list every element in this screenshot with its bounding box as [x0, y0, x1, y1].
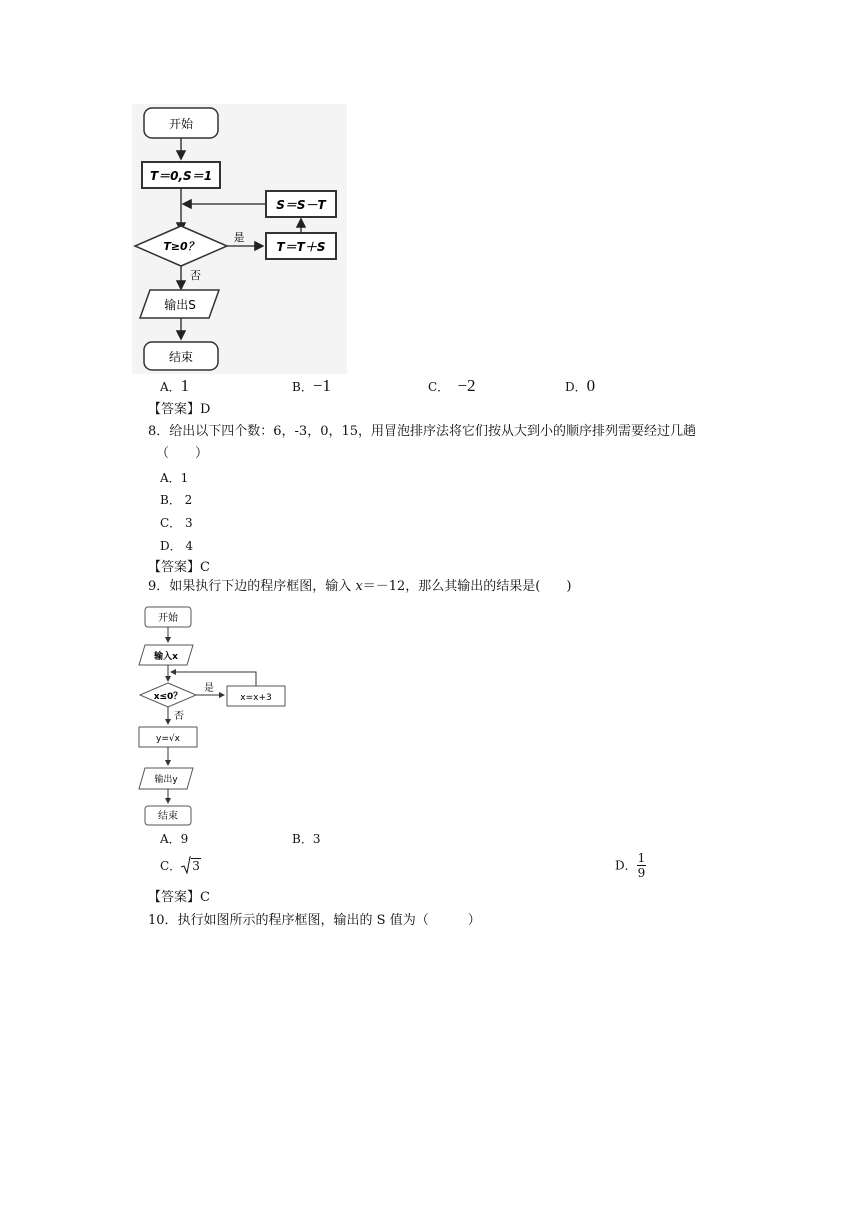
- q9-update-text: x=x+3: [240, 693, 272, 703]
- q9-yes-label: 是: [204, 683, 214, 694]
- radical-sign-icon: [181, 856, 191, 874]
- q7-condition-text: T≥0？: [163, 240, 199, 253]
- q7-option-c-label: C．: [428, 380, 450, 394]
- q9-option-c-radicand: 3: [192, 859, 200, 873]
- q9-option-c: [160, 856, 201, 875]
- q7-answer: 【答案】D: [148, 402, 211, 417]
- q7-option-d: [565, 378, 595, 396]
- q9-option-d-denominator: 9: [637, 866, 646, 880]
- q9-end-text: 结束: [158, 811, 178, 822]
- q7-option-d-label: D．: [565, 380, 587, 394]
- q8-option-d: D． 4: [160, 539, 194, 553]
- q10-stem: 10．执行如图所示的程序框图，输出的 S 值为（ ）: [148, 913, 481, 928]
- q9-stem-suffix: ＝－12，那么其输出的结果是( ): [362, 579, 572, 594]
- q8-stem: 8．给出以下四个数：6，-3，0，15，用冒泡排序法将它们按从大到小的顺序排列需要经过几趟: [148, 424, 697, 439]
- q7-flowchart: [132, 104, 347, 374]
- q7-option-a: [160, 378, 189, 396]
- q7-yes-label: 是: [233, 231, 245, 244]
- q9-no-label: 否: [174, 711, 184, 722]
- q8-option-c: C． 3: [160, 516, 193, 530]
- q9-stem: [148, 579, 571, 595]
- q7-output-text: 输出S: [164, 298, 196, 312]
- q8-paren: （ ）: [156, 446, 209, 461]
- q7-end-text: 结束: [168, 350, 194, 364]
- q8-answer: 【答案】C: [148, 560, 210, 575]
- q7-option-d-value: 0: [586, 376, 596, 395]
- q9-stem-prefix: 9．如果执行下边的程序框图，输入: [148, 579, 356, 594]
- q9-option-d-numerator: 1: [637, 851, 646, 865]
- q7-option-b-label: B．: [292, 380, 313, 394]
- q9-option-d-label: D．: [615, 858, 637, 873]
- q9-output-text: 输出y: [154, 775, 178, 785]
- q7-start-text: 开始: [168, 117, 194, 131]
- q9-assign-text: y=√x: [156, 734, 180, 744]
- q8-option-a: A．1: [160, 471, 189, 485]
- q7-option-a-value: 1: [180, 376, 190, 395]
- q9-option-d-fraction: [637, 851, 647, 880]
- q8-option-b: B． 2: [160, 493, 193, 507]
- q7-option-b: [292, 378, 331, 396]
- q9-condition-text: x≤0？: [153, 692, 183, 702]
- q7-option-c: [428, 378, 476, 396]
- q9-option-c-sqrt: [181, 856, 201, 875]
- q9-start-text: 开始: [158, 613, 178, 624]
- q7-init-text: T＝0,S＝1: [149, 169, 213, 183]
- q9-input-text: 输入x: [154, 652, 178, 662]
- q7-option-c-value: −2: [457, 376, 476, 395]
- q9-option-b: B．3: [292, 832, 321, 846]
- q9-stem-var: x: [355, 579, 363, 594]
- q7-option-b-value: −1: [312, 376, 331, 395]
- q9-option-d: [615, 851, 646, 880]
- q9-flowchart: [133, 603, 293, 827]
- q9-option-a: A．9: [160, 832, 189, 846]
- q7-update-t-text: T＝T＋S: [276, 240, 326, 254]
- q9-answer: 【答案】C: [148, 890, 210, 905]
- q7-no-label: 否: [190, 269, 201, 282]
- q9-option-c-label: C．: [160, 859, 182, 873]
- q7-update-s-text: S＝S－T: [276, 198, 326, 212]
- q7-option-a-label: A．: [160, 380, 181, 394]
